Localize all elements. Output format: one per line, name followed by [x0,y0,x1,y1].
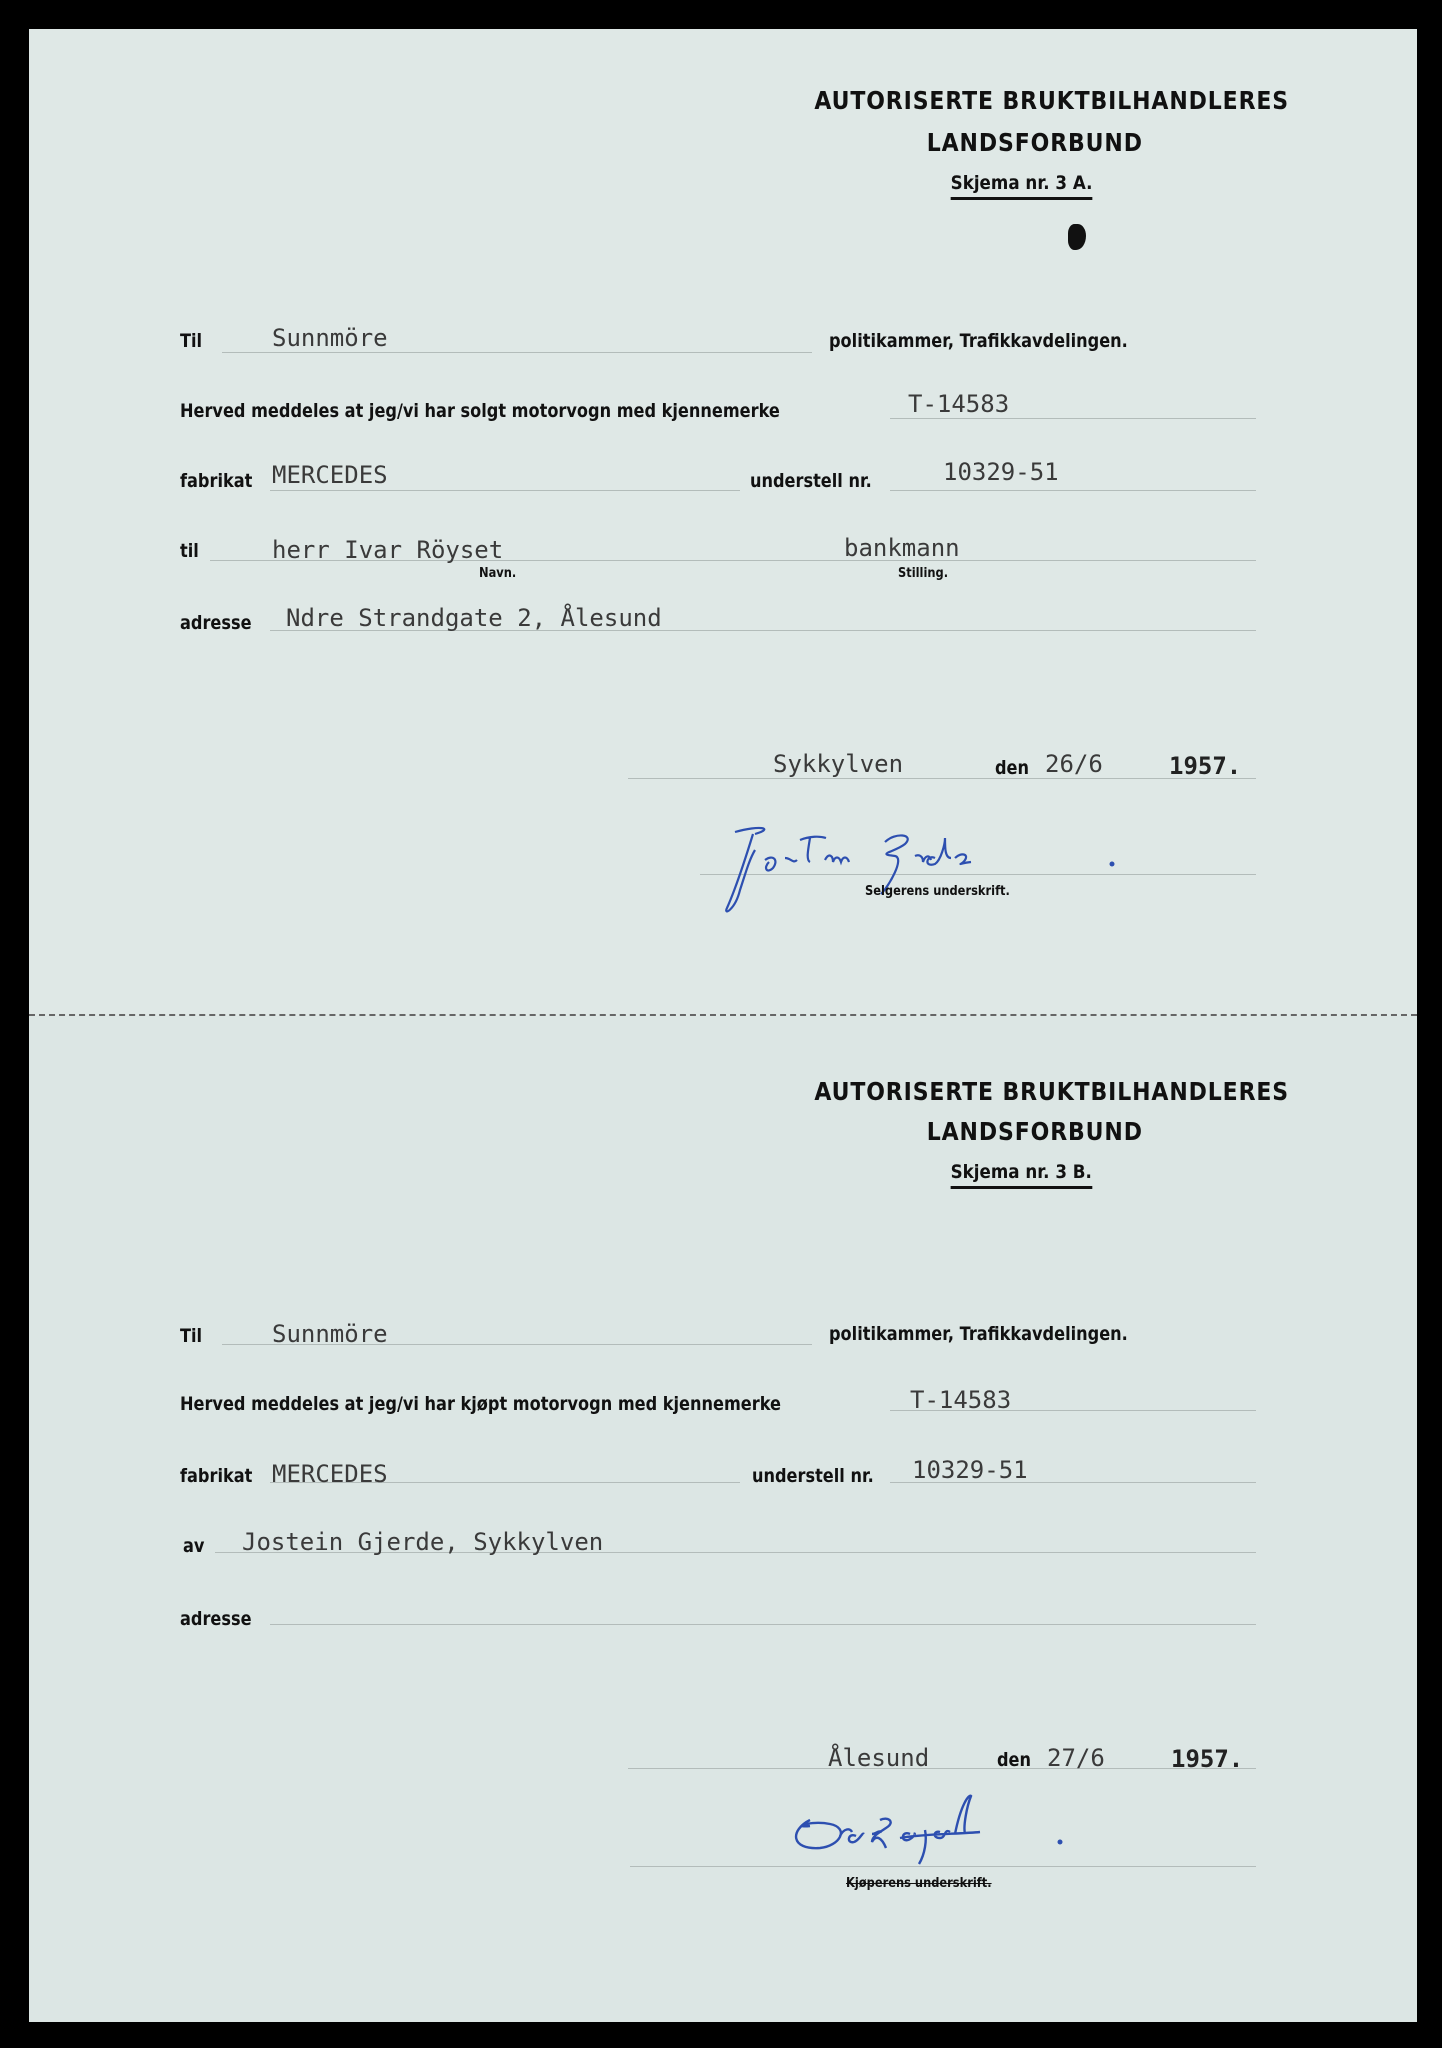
kjennemerke-value: T-14583 [908,390,1010,418]
av-label: av [183,1535,205,1557]
til-label: Til [180,1325,203,1347]
buyer-signature-label: Kjøperens underskrift. [846,1876,992,1891]
adresse-label: adresse [180,612,252,634]
org-name-line1: AUTORISERTE BRUKTBILHANDLERES [814,86,1290,115]
date-value: 26/6 [1045,750,1103,778]
schema-number: Skjema nr. 3 B. [951,1161,1092,1189]
herved-label: Herved meddeles at jeg/vi har kjøpt motorvogn med kjennemerke [180,1393,781,1415]
navn-label: Navn. [479,566,517,581]
schema-number: Skjema nr. 3 A. [951,172,1093,200]
buyer-signature [780,1790,1100,1880]
adresse-label: adresse [180,1608,252,1630]
place-value: Ålesund [828,1744,930,1772]
fabrikat-value: MERCEDES [272,1460,388,1488]
understell-value: 10329-51 [943,458,1059,486]
kjennemerke-value: T-14583 [910,1386,1012,1414]
seller-signature [715,820,1135,920]
understell-label: understell nr. [750,470,872,492]
form-b-section [29,1016,1417,2022]
fabrikat-label: fabrikat [180,470,253,492]
stilling-label: Stilling. [898,566,949,581]
date-value: 27/6 [1047,1744,1105,1772]
fabrikat-label: fabrikat [180,1465,253,1487]
herved-label: Herved meddeles at jeg/vi har solgt motorvogn med kjennemerke [180,400,780,422]
til-buyer-label: til [180,540,199,562]
fold-line [29,1014,1417,1016]
year-value: 1957. [1171,1745,1244,1773]
til-label: Til [180,330,203,352]
org-name-line2: LANDSFORBUND [926,1117,1143,1146]
stilling-value: bankmann [844,534,960,562]
year-value: 1957. [1169,752,1242,780]
fabrikat-value: MERCEDES [272,461,388,489]
politi-label: politikammer, Trafikkavdelingen. [829,330,1128,352]
adresse-value: Ndre Strandgate 2, Ålesund [286,604,662,632]
den-label: den [997,1749,1032,1771]
den-label: den [995,757,1030,779]
navn-value: herr Ivar Röyset [272,536,504,564]
seller-signature-label: Selgerens underskrift. [865,884,1010,899]
org-name-line2: LANDSFORBUND [926,128,1143,157]
understell-label: understell nr. [752,1465,874,1487]
understell-value: 10329-51 [912,1456,1028,1484]
av-value: Jostein Gjerde, Sykkylven [242,1528,604,1556]
til-value: Sunnmöre [272,1320,388,1348]
til-value: Sunnmöre [272,324,388,352]
place-value: Sykkylven [773,750,904,778]
org-name-line1: AUTORISERTE BRUKTBILHANDLERES [814,1077,1290,1106]
politi-label: politikammer, Trafikkavdelingen. [829,1323,1128,1345]
